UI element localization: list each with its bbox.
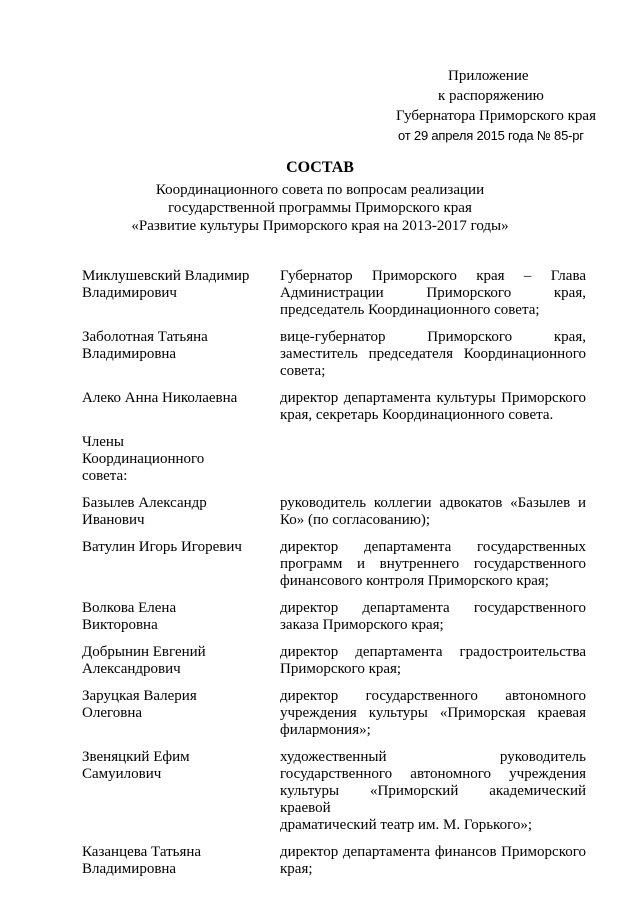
member-name-line: Самуилович [82,766,162,782]
member-name [82,749,280,834]
member-role-line: культуры «Приморский академический краевой [280,783,586,816]
member-row [82,329,592,380]
member-role [280,329,586,380]
member-name-line: Иванович [82,512,145,528]
member-name [82,688,280,739]
document-title: СОСТАВ [286,159,354,176]
member-role [280,644,586,678]
member-role [280,434,586,485]
member-role-line: художественный руководитель [280,749,586,765]
member-role-line: вице-губернатор Приморского края, [280,329,586,345]
member-role [280,844,586,878]
member-name-line: Владимировна [82,861,177,877]
member-row [82,434,592,485]
document-subtitle [60,181,580,235]
member-role-line: Администрации Приморского края, [280,285,586,301]
member-role-line: директор государственного автономного [280,688,586,704]
member-role-line: края; [280,861,313,877]
member-name-line: Члены [82,434,124,450]
member-role [280,390,586,424]
appendix-label: Приложение [448,68,529,84]
member-name-line: Заболотная Татьяна [82,329,208,345]
member-role-line: государственного автономного учреждения [280,766,586,782]
member-name-line: Олеговна [82,705,143,721]
member-row [82,390,592,424]
member-name [82,268,280,319]
member-role-line: Приморского края; [280,661,402,677]
member-role-line: совета; [280,363,326,379]
member-role-line: заказа Приморского края; [280,617,444,633]
member-role-line: драматический театр им. М. Горького»; [280,817,533,833]
member-role-line: председатель Координационного совета; [280,302,540,318]
member-name-line: Миклушевский Владимир [82,268,250,284]
member-role-line: края, секретарь Координационного совета. [280,407,554,423]
appendix-date-number: от 29 апреля 2015 года № 85-рг [398,128,584,143]
member-role-line: директор департамента государственных [280,539,586,555]
member-role-line: учреждения культуры «Приморская краевая [280,705,586,721]
member-name-line: Волкова Елена [82,600,177,616]
member-role-line: директор департамента градостроительства [280,644,586,660]
member-role [280,688,586,739]
member-row [82,600,592,634]
member-name [82,644,280,678]
member-name-line: Базылев Александр [82,495,207,511]
member-name-line: Владимирович [82,285,177,301]
member-role-line: заместитель председателя Координационного [280,346,586,362]
member-row [82,688,592,739]
member-row [82,644,592,678]
member-row [82,844,592,878]
subtitle-line: «Развитие культуры Приморского края на 2013-2017 годы» [131,218,509,234]
member-role [280,268,586,319]
members-list [82,268,592,888]
member-name [82,600,280,634]
member-name [82,495,280,529]
member-name-line: Казанцева Татьяна [82,844,202,860]
member-role-line: директор департамента финансов Приморского [280,844,586,860]
subtitle-line: государственной программы Приморского края [168,200,472,216]
member-role [280,495,586,529]
appendix-order-ref: к распоряжению [438,88,544,104]
member-name-line: Владимировна [82,346,177,362]
member-name-line: Алеко Анна Николаевна [82,390,238,406]
member-name-line: Александрович [82,661,181,677]
member-role-line: Губернатор Приморского края – Глава [280,268,586,284]
member-role-line: филармония»; [280,722,371,738]
member-name [82,434,280,485]
member-role-line: программ и внутреннего государственного [280,556,586,572]
member-row [82,495,592,529]
member-role-line: финансового контроля Приморского края; [280,573,549,589]
member-name [82,539,280,590]
member-name-line: Звеняцкий Ефим [82,749,190,765]
member-name [82,390,280,424]
member-role-line: директор департамента государственного [280,600,586,616]
appendix-governor: Губернатора Приморского края [396,108,596,124]
member-role-line: директор департамента культуры Приморского [280,390,586,406]
member-role-line: руководитель коллегии адвокатов «Базылев и [280,495,586,511]
member-name-line: Ватулин Игорь Игоревич [82,539,242,555]
member-name-line: Координационного [82,451,205,467]
member-name [82,329,280,380]
member-row [82,268,592,319]
member-role [280,539,586,590]
member-role [280,749,586,834]
appendix-header [380,66,620,146]
member-name-line: Добрынин Евгений [82,644,206,660]
member-name-line: Заруцкая Валерия [82,688,197,704]
member-role [280,600,586,634]
member-row [82,539,592,590]
member-role-line: Ко» (по согласованию); [280,512,431,528]
member-name [82,844,280,878]
subtitle-line: Координационного совета по вопросам реализации [155,182,485,198]
member-row [82,749,592,834]
member-name-line: совета: [82,468,128,484]
member-name-line: Викторовна [82,617,158,633]
